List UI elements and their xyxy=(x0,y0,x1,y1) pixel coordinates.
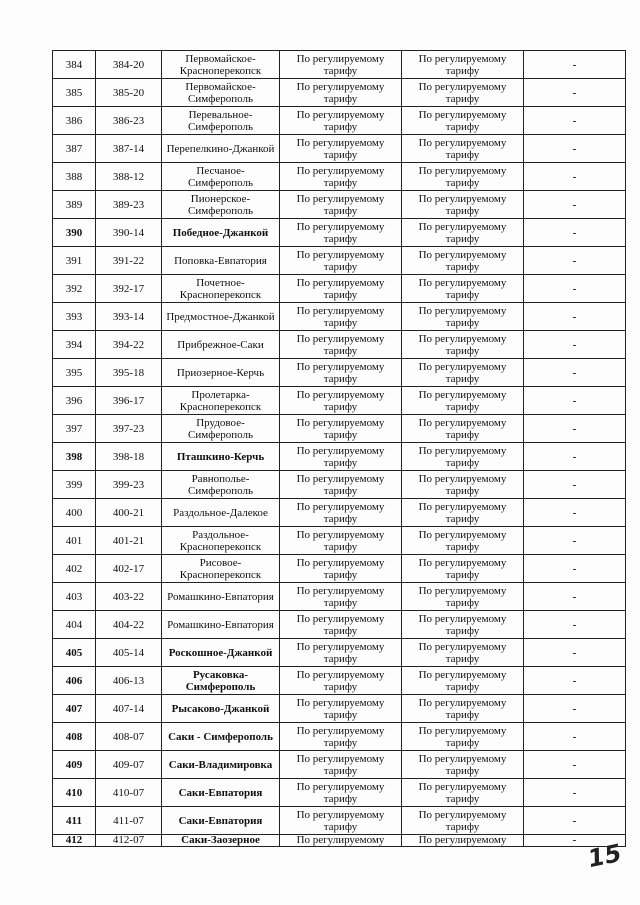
table-row xyxy=(53,611,626,639)
tariff-cell: По регулируемому тарифу xyxy=(402,275,524,303)
table-row xyxy=(53,387,626,415)
tariff-cell: По регулируемому тарифу xyxy=(402,415,524,443)
row-number: 410 xyxy=(53,779,96,807)
route-name: Раздольное-Далекое xyxy=(162,499,280,527)
note-cell: - xyxy=(524,387,626,415)
tariff-cell: По регулируемому тарифу xyxy=(280,191,402,219)
row-number: 402 xyxy=(53,555,96,583)
note-cell: - xyxy=(524,835,626,847)
row-number: 388 xyxy=(53,163,96,191)
tariff-cell: По регулируемому тарифу xyxy=(402,611,524,639)
route-name: Раздольное-Красноперекопск xyxy=(162,527,280,555)
tariff-cell: По регулируемому тарифу xyxy=(280,107,402,135)
tariff-cell: По регулируемому тарифу xyxy=(402,107,524,135)
tariff-cell: По регулируемому тарифу xyxy=(402,471,524,499)
row-number: 404 xyxy=(53,611,96,639)
note-cell: - xyxy=(524,527,626,555)
note-cell: - xyxy=(524,247,626,275)
route-code: 410-07 xyxy=(96,779,162,807)
row-number: 387 xyxy=(53,135,96,163)
tariff-cell: По регулируемому тарифу xyxy=(280,779,402,807)
note-cell: - xyxy=(524,723,626,751)
tariff-cell: По регулируемому тарифу xyxy=(280,415,402,443)
tariff-cell: По регулируемому тарифу xyxy=(402,163,524,191)
table-row xyxy=(53,135,626,163)
note-cell: - xyxy=(524,583,626,611)
note-cell: - xyxy=(524,275,626,303)
route-code: 388-12 xyxy=(96,163,162,191)
tariff-cell: По регулируемому тарифу xyxy=(280,135,402,163)
route-code: 395-18 xyxy=(96,359,162,387)
route-name: Пионерское-Симферополь xyxy=(162,191,280,219)
tariff-cell: По регулируемому тарифу xyxy=(280,219,402,247)
route-code: 391-22 xyxy=(96,247,162,275)
tariff-cell: По регулируемому тарифу xyxy=(402,555,524,583)
route-code: 392-17 xyxy=(96,275,162,303)
route-name: Роскошное-Джанкой xyxy=(162,639,280,667)
tariff-cell: По регулируемому тарифу xyxy=(402,499,524,527)
routes-table xyxy=(52,50,626,847)
route-code: 401-21 xyxy=(96,527,162,555)
tariff-cell: По регулируемому тарифу xyxy=(280,667,402,695)
route-code: 396-17 xyxy=(96,387,162,415)
route-name: Равнополье-Симферополь xyxy=(162,471,280,499)
tariff-cell: По регулируемому тарифу xyxy=(280,331,402,359)
note-cell: - xyxy=(524,555,626,583)
route-code: 404-22 xyxy=(96,611,162,639)
row-number: 393 xyxy=(53,303,96,331)
tariff-cell: По регулируемому тарифу xyxy=(280,275,402,303)
row-number: 405 xyxy=(53,639,96,667)
row-number: 398 xyxy=(53,443,96,471)
tariff-cell: По регулируемому тарифу xyxy=(280,723,402,751)
table-row xyxy=(53,191,626,219)
table-row xyxy=(53,779,626,807)
route-code: 407-14 xyxy=(96,695,162,723)
row-number: 401 xyxy=(53,527,96,555)
route-code: 393-14 xyxy=(96,303,162,331)
route-name: Рисовое-Красноперекопск xyxy=(162,555,280,583)
tariff-cell: По регулируемому тарифу xyxy=(402,219,524,247)
tariff-cell: По регулируемому тарифу xyxy=(402,443,524,471)
route-name: Саки-Владимировка xyxy=(162,751,280,779)
tariff-cell: По регулируемому тарифу xyxy=(402,79,524,107)
row-number: 400 xyxy=(53,499,96,527)
tariff-cell: По регулируемому тарифу xyxy=(280,583,402,611)
tariff-cell: По регулируемому тарифу xyxy=(402,583,524,611)
tariff-cell: По регулируемому тарифу xyxy=(280,387,402,415)
route-name: Прудовое-Симферополь xyxy=(162,415,280,443)
table-row xyxy=(53,247,626,275)
row-number: 407 xyxy=(53,695,96,723)
routes-table-body xyxy=(53,51,626,847)
tariff-cell: По регулируемому тарифу xyxy=(280,163,402,191)
note-cell: - xyxy=(524,443,626,471)
route-name: Саки-Евпатория xyxy=(162,807,280,835)
note-cell: - xyxy=(524,107,626,135)
note-cell: - xyxy=(524,471,626,499)
route-code: 386-23 xyxy=(96,107,162,135)
page-number: 15 xyxy=(585,838,624,874)
route-code: 402-17 xyxy=(96,555,162,583)
row-number: 390 xyxy=(53,219,96,247)
route-name: Поповка-Евпатория xyxy=(162,247,280,275)
tariff-cell: По регулируемому тарифу xyxy=(402,667,524,695)
route-name: Рысаково-Джанкой xyxy=(162,695,280,723)
route-name: Перевальное-Симферополь xyxy=(162,107,280,135)
tariff-cell: По регулируемому тарифу xyxy=(280,51,402,79)
note-cell: - xyxy=(524,303,626,331)
row-number: 399 xyxy=(53,471,96,499)
table-row xyxy=(53,303,626,331)
route-code: 399-23 xyxy=(96,471,162,499)
note-cell: - xyxy=(524,611,626,639)
table-row xyxy=(53,723,626,751)
row-number: 411 xyxy=(53,807,96,835)
route-name: Саки-Заозерное xyxy=(162,835,280,847)
tariff-cell: По регулируемому тарифу xyxy=(402,191,524,219)
table-row xyxy=(53,163,626,191)
note-cell: - xyxy=(524,639,626,667)
route-name: Пролетарка-Красноперекопск xyxy=(162,387,280,415)
route-name: Первомайское-Красноперекопск xyxy=(162,51,280,79)
table-row xyxy=(53,751,626,779)
route-code: 390-14 xyxy=(96,219,162,247)
tariff-cell: По регулируемому тарифу xyxy=(280,443,402,471)
table-row xyxy=(53,667,626,695)
route-code: 394-22 xyxy=(96,331,162,359)
tariff-cell: По регулируемому тарифу xyxy=(402,779,524,807)
route-code: 409-07 xyxy=(96,751,162,779)
route-code: 406-13 xyxy=(96,667,162,695)
tariff-cell: По регулируемому тарифу xyxy=(402,527,524,555)
row-number: 385 xyxy=(53,79,96,107)
route-name: Победное-Джанкой xyxy=(162,219,280,247)
route-name: Почетное-Красноперекопск xyxy=(162,275,280,303)
row-number: 396 xyxy=(53,387,96,415)
note-cell: - xyxy=(524,359,626,387)
tariff-cell: По регулируемому тарифу xyxy=(402,331,524,359)
route-code: 398-18 xyxy=(96,443,162,471)
table-row xyxy=(53,359,626,387)
route-name: Перепелкино-Джанкой xyxy=(162,135,280,163)
row-number: 406 xyxy=(53,667,96,695)
route-name: Прибрежное-Саки xyxy=(162,331,280,359)
tariff-cell: По регулируемому тарифу xyxy=(280,807,402,835)
tariff-cell: По регулируемому тарифу xyxy=(280,247,402,275)
route-name: Песчаное-Симферополь xyxy=(162,163,280,191)
table-row xyxy=(53,107,626,135)
route-code: 405-14 xyxy=(96,639,162,667)
tariff-cell: По регулируемому тарифу xyxy=(402,247,524,275)
table-row xyxy=(53,415,626,443)
route-code: 389-23 xyxy=(96,191,162,219)
row-number: 392 xyxy=(53,275,96,303)
tariff-cell: По регулируемому тарифу xyxy=(402,51,524,79)
tariff-cell: По регулируемому тарифу xyxy=(402,387,524,415)
route-code: 384-20 xyxy=(96,51,162,79)
tariff-cell: По регулируемому тарифу xyxy=(280,611,402,639)
route-name: Ромашкино-Евпатория xyxy=(162,583,280,611)
tariff-cell: По регулируемому xyxy=(402,835,524,847)
row-number: 386 xyxy=(53,107,96,135)
tariff-cell: По регулируемому тарифу xyxy=(402,723,524,751)
table-row xyxy=(53,583,626,611)
tariff-cell: По регулируемому тарифу xyxy=(280,499,402,527)
note-cell: - xyxy=(524,751,626,779)
note-cell: - xyxy=(524,415,626,443)
route-code: 403-22 xyxy=(96,583,162,611)
table-row xyxy=(53,499,626,527)
tariff-cell: По регулируемому тарифу xyxy=(402,807,524,835)
row-number: 397 xyxy=(53,415,96,443)
route-code: 408-07 xyxy=(96,723,162,751)
note-cell: - xyxy=(524,191,626,219)
route-code: 411-07 xyxy=(96,807,162,835)
note-cell: - xyxy=(524,79,626,107)
row-number: 391 xyxy=(53,247,96,275)
tariff-cell: По регулируемому тарифу xyxy=(280,359,402,387)
table-row xyxy=(53,639,626,667)
tariff-cell: По регулируемому тарифу xyxy=(280,555,402,583)
route-code: 385-20 xyxy=(96,79,162,107)
note-cell: - xyxy=(524,135,626,163)
tariff-cell: По регулируемому xyxy=(280,835,402,847)
row-number: 394 xyxy=(53,331,96,359)
note-cell: - xyxy=(524,219,626,247)
tariff-cell: По регулируемому тарифу xyxy=(280,303,402,331)
note-cell: - xyxy=(524,695,626,723)
route-name: Русаковка-Симферополь xyxy=(162,667,280,695)
route-name: Первомайское-Симферополь xyxy=(162,79,280,107)
table-row xyxy=(53,443,626,471)
row-number: 409 xyxy=(53,751,96,779)
table-row xyxy=(53,79,626,107)
note-cell: - xyxy=(524,779,626,807)
route-name: Предмостное-Джанкой xyxy=(162,303,280,331)
row-number: 408 xyxy=(53,723,96,751)
row-number: 395 xyxy=(53,359,96,387)
table-row xyxy=(53,695,626,723)
tariff-cell: По регулируемому тарифу xyxy=(402,751,524,779)
table-row xyxy=(53,835,626,847)
table-row xyxy=(53,527,626,555)
route-code: 412-07 xyxy=(96,835,162,847)
route-name: Саки-Евпатория xyxy=(162,779,280,807)
tariff-cell: По регулируемому тарифу xyxy=(402,135,524,163)
tariff-cell: По регулируемому тарифу xyxy=(280,527,402,555)
row-number: 412 xyxy=(53,835,96,847)
note-cell: - xyxy=(524,667,626,695)
tariff-cell: По регулируемому тарифу xyxy=(280,751,402,779)
note-cell: - xyxy=(524,163,626,191)
row-number: 384 xyxy=(53,51,96,79)
route-name: Саки - Симферополь xyxy=(162,723,280,751)
tariff-cell: По регулируемому тарифу xyxy=(280,639,402,667)
row-number: 403 xyxy=(53,583,96,611)
tariff-cell: По регулируемому тарифу xyxy=(402,303,524,331)
tariff-cell: По регулируемому тарифу xyxy=(280,79,402,107)
table-row xyxy=(53,471,626,499)
note-cell: - xyxy=(524,51,626,79)
row-number: 389 xyxy=(53,191,96,219)
tariff-cell: По регулируемому тарифу xyxy=(402,639,524,667)
note-cell: - xyxy=(524,499,626,527)
tariff-cell: По регулируемому тарифу xyxy=(402,359,524,387)
route-name: Ромашкино-Евпатория xyxy=(162,611,280,639)
route-code: 397-23 xyxy=(96,415,162,443)
route-code: 387-14 xyxy=(96,135,162,163)
route-code: 400-21 xyxy=(96,499,162,527)
note-cell: - xyxy=(524,807,626,835)
table-row xyxy=(53,555,626,583)
note-cell: - xyxy=(524,331,626,359)
table-row xyxy=(53,331,626,359)
tariff-cell: По регулируемому тарифу xyxy=(402,695,524,723)
table-row xyxy=(53,275,626,303)
table-row xyxy=(53,51,626,79)
route-name: Приозерное-Керчь xyxy=(162,359,280,387)
route-name: Пташкино-Керчь xyxy=(162,443,280,471)
tariff-cell: По регулируемому тарифу xyxy=(280,695,402,723)
tariff-cell: По регулируемому тарифу xyxy=(280,471,402,499)
table-row xyxy=(53,219,626,247)
table-row xyxy=(53,807,626,835)
